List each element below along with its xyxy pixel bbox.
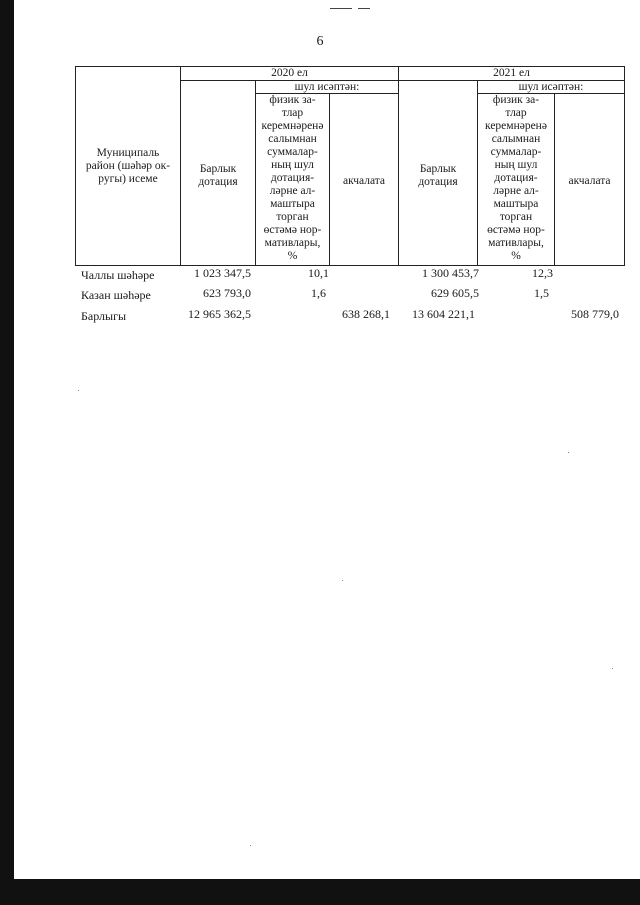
row-norm-2020: 10,1	[308, 266, 329, 280]
scan-speck	[78, 390, 79, 391]
scan-speck	[342, 580, 343, 581]
scan-mark-top	[358, 8, 370, 9]
municipality-column-header: Муниципаль район (шәһәр ок- ругы) исеме	[85, 146, 171, 185]
money-header-2021: акчалата	[568, 174, 611, 187]
row-total-2020: 1 023 347,5	[194, 266, 251, 280]
row-money-2021: 508 779,0	[571, 307, 619, 321]
scan-edge-left	[0, 0, 14, 905]
norm-header-2020: физик за- тлар керемнәренә салымнан суммалар- ның шул дотация- ләрне ал- маштыра торган өстәмә нор- мативлары, %	[261, 94, 324, 262]
table-border-right	[624, 66, 625, 266]
total-dotation-header-2020: Барлык дотация	[198, 163, 238, 188]
subheader-2021: шул исәптән:	[518, 81, 584, 93]
total-dotation-header-2021: Барлык дотация	[418, 163, 458, 188]
dotation-table	[75, 66, 625, 326]
money-header-2020: акчалата	[342, 174, 386, 187]
row-total-2020: 623 793,0	[203, 286, 251, 300]
row-label: Барлыгы	[81, 309, 127, 323]
table-border-left	[75, 66, 76, 266]
scan-speck	[250, 845, 251, 846]
row-label: Казан шәһәре	[81, 288, 151, 302]
scan-speck	[568, 452, 569, 453]
scan-edge-bottom	[0, 879, 640, 905]
scan-speck	[612, 668, 613, 669]
row-total-2021: 629 605,5	[431, 286, 479, 300]
page-number: 6	[316, 34, 324, 49]
row-norm-2021: 12,3	[532, 266, 553, 280]
row-total-2020: 12 965 362,5	[188, 307, 251, 321]
scan-mark-top	[330, 8, 352, 9]
row-norm-2021: 1,5	[534, 286, 549, 300]
row-total-2021: 1 300 453,7	[422, 266, 479, 280]
row-total-2021: 13 604 221,1	[412, 307, 475, 321]
year-2021-header: 2021 ел	[493, 67, 530, 79]
subheader-2020: шул исәптән:	[294, 81, 360, 93]
norm-header-2021: физик за- тлар керемнәренә салымнан суммалар- ның шул дотация- ләрне ал- маштыра торган өстәмә нор- мативлары, %	[485, 94, 547, 262]
row-money-2020: 638 268,1	[342, 307, 390, 321]
row-label: Чаллы шәһәре	[81, 268, 155, 282]
year-2020-header: 2020 ел	[271, 67, 308, 79]
row-norm-2020: 1,6	[311, 286, 326, 300]
